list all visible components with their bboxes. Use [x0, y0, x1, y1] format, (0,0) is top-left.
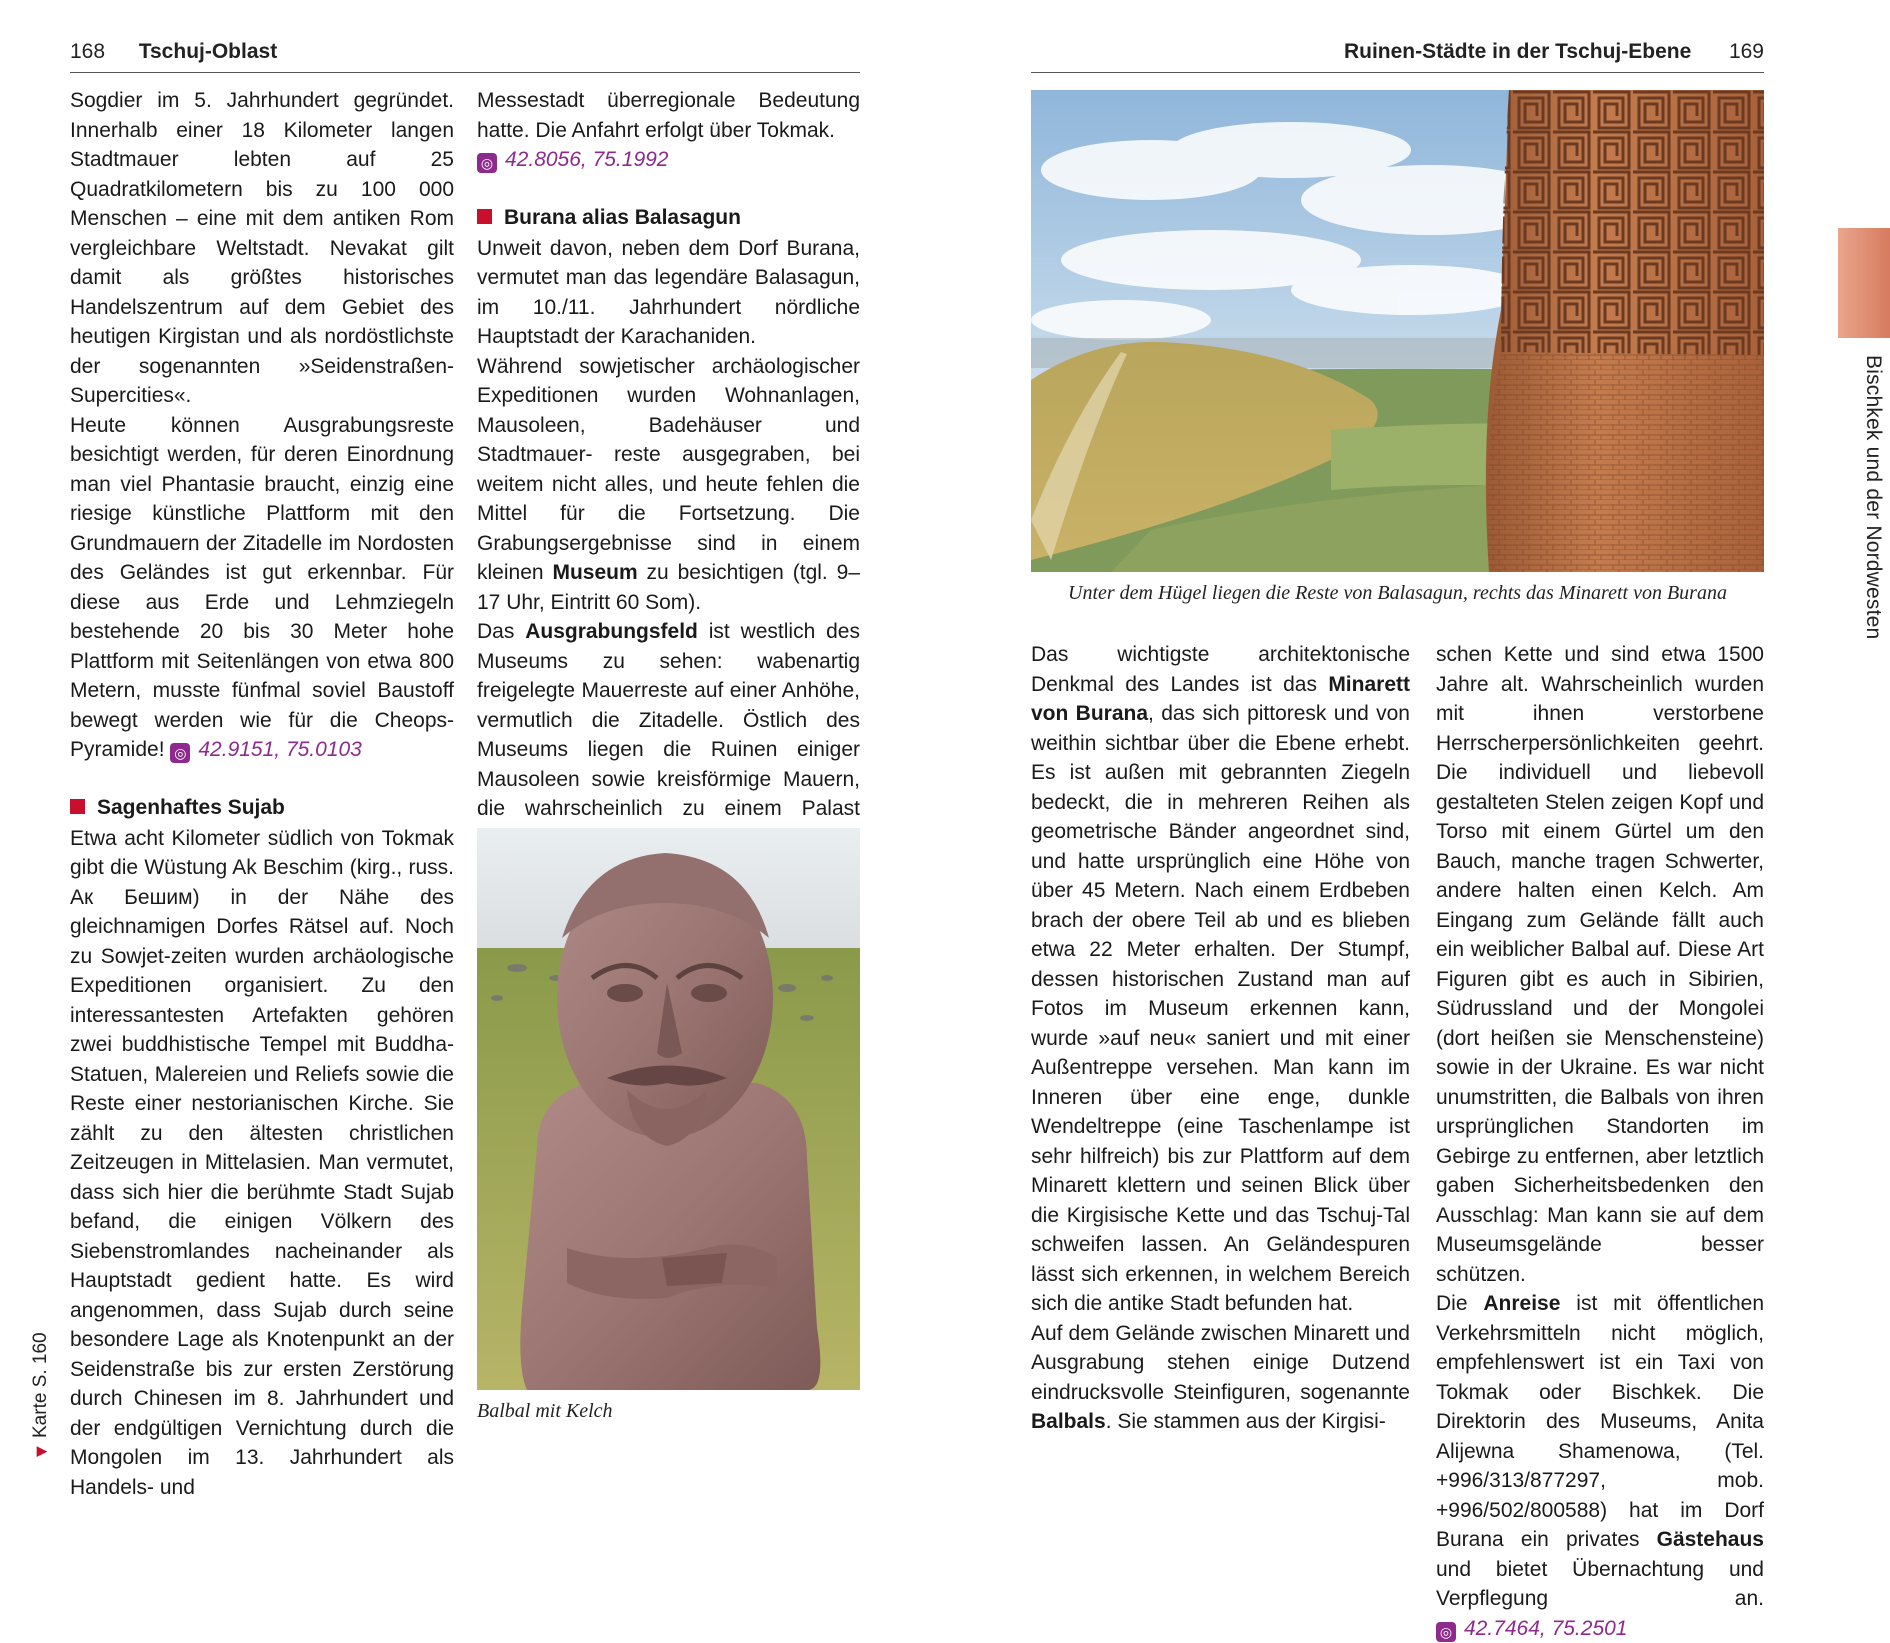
paragraph: Das Ausgrabungsfeld ist westlich des Museums zu sehen: wabenartig freigelegte Mauerreste auf einer Anhöhe, vermutlich die Zitadelle. Östlich des Museums liegen die Ruinen einiger Mausoleen sowie kreisförmige Mauern, die wahrscheinlich zu einem Palast	[477, 617, 860, 853]
balbal-photo	[477, 828, 860, 1390]
paragraph: Das wichtigste architektonische Denkmal des Landes ist das Minarett von Burana, das sich pittoresk und von weithin sichtbar über die Ebene erhebt. Es ist außen mit gebrannten Ziegeln bedeckt, die in mehreren Reihen als geometrische Bänder angeordnet sind, und hatte ursprünglich eine Höhe von über 45 Metern. Nach einem Erdbeben brach der obere Teil ab und es blieben etwa 22 Meter erhalten. Der Stumpf, dessen historischen Zustand man auf Fotos im Museum erkennen kann, wurde »auf neu« saniert und mit einer Außentreppe versehen. Man kann im Inneren über eine enge, dunkle Wendeltreppe (eine Taschenlampe ist sehr hilfreich) bis zur Plattform auf dem Minarett klettern und seinen Blick über die Kirgisische Kette und das Tschuj-Tal schweifen lassen. An Geländespuren lässt sich erkennen, in welchem Bereich sich die antike Stadt befunden hat.	[1031, 640, 1410, 1319]
photo-caption: Unter dem Hügel liegen die Reste von Balasagun, rechts das Minarett von Burana	[1031, 582, 1764, 605]
balbal-statue-image	[477, 828, 860, 1390]
left-running-head	[70, 40, 277, 64]
left-header-rule	[70, 72, 860, 73]
paragraph: schen Kette und sind etwa 1500 Jahre alt. Wahrscheinlich wurden mit ihnen verstorbene Herrscherpersönlichkeiten geehrt. Die individuell und liebevoll gestalteten Stelen zeigen Kopf und Torso mit einem Gürtel um den Bauch, manche tragen Schwerter, andere halten einen Kelch. Am Eingang zum Gelände fällt auch ein weiblicher Balbal auf. Diese Art Figuren gibt es auch in Sibirien, Südrussland und der Mongolei (dort heißen sie Menschensteine) sowie in der Ukraine. Es war nicht unumstritten, die Balbals von ihren ursprünglichen Standorten im Gebirge zu entfernen, aber letztlich gaben Sicherheitsbedenken den Ausschlag: Man kann sie auf dem Museumsgelände besser schützen.	[1436, 640, 1764, 1289]
right-column-2	[1436, 640, 1764, 1643]
paragraph: Sogdier im 5. Jahrhundert gegründet. Innerhalb einer 18 Kilometer langen Stadtmauer lebten auf 25 Quadratkilometern bis zu 100 000 Menschen – eine mit dem antiken Rom vergleichbare Weltstadt. Nevakat gilt damit als größtes historisches Handelszentrum auf dem Gebiet des heutigen Kirgistan und als nordöstlichste der sogenannten »Seidenstraßen-Supercities«.	[70, 86, 454, 411]
burana-landscape-image	[1031, 90, 1764, 572]
gps-pin-icon: ◎	[1436, 1622, 1456, 1642]
section-heading: Sagenhaftes Sujab	[70, 793, 454, 822]
gps-coordinate[interactable]: ◎ 42.7464, 75.2501	[1436, 1614, 1628, 1643]
chapter-tab	[1838, 228, 1890, 338]
gps-coordinate[interactable]: ◎ 42.9151, 75.0103	[170, 735, 362, 765]
paragraph: Heute können Ausgrabungsreste besichtigt werden, für deren Einordnung man viel Phantasie braucht, einzig eine riesige künstliche Plattform mit den Grundmauern der Zitadelle im Nordosten des Geländes ist gut erkennbar. Für diese aus Erde und Lehmziegeln bestehende 20 bis 30 Meter hohe Plattform mit Seitenlängen von etwa 800 Metern, musste fünfmal soviel Baustoff bewegt werden wie für die Cheops-Pyramide! ◎ 42.9151, 75.0103	[70, 411, 454, 765]
paragraph: Etwa acht Kilometer südlich von Tokmak gibt die Wüstung Ak Beschim (kirg., russ. Ак Бешим) in der Nähe des gleichnamigen Dorfes Rätsel auf. Noch zu Sowjet-zeiten wurden archäologische Expeditionen organisiert. Zu den interessantesten Artefakten gehören zwei buddhistische Tempel mit Buddha-Statuen, Malereien und Reliefs sowie die Reste einer nestorianischen Kirche. Sie zählt zu den ältesten christlichen Zeitzeugen in Mittelasien. Man vermutet, dass sich hier die berühmte Stadt Sujab befand, die einigen Völkern des Siebenstromlandes nacheinander als Hauptstadt gedient hatte. Es wird angenommen, dass Sujab durch seine besondere Lage als Knotenpunkt an der Seidenstraße bis zur ersten Zerstörung durch Chinesen im 8. Jahrhundert und der endgültigen Vernichtung durch die Mongolen im 13. Jahrhundert als Handels- und	[70, 824, 454, 1503]
right-running-head	[1344, 40, 1764, 64]
gps-pin-icon: ◎	[477, 153, 497, 173]
right-header-rule	[1031, 72, 1764, 73]
left-column-2	[477, 86, 860, 853]
triangle-marker-icon: ◀	[33, 1444, 49, 1460]
gps-coordinate[interactable]: ◎ 42.8056, 75.1992	[477, 145, 669, 175]
right-running-title: Ruinen-Städte in der Tschuj-Ebene	[1344, 40, 1691, 63]
left-page-number: 168	[70, 40, 105, 63]
left-running-title: Tschuj-Oblast	[139, 40, 277, 63]
minaret-landscape-photo	[1031, 90, 1764, 572]
right-page-number: 169	[1729, 40, 1764, 63]
chapter-side-label: Bischkek und der Nordwesten	[1845, 355, 1885, 655]
left-column-1	[70, 86, 454, 1502]
red-square-icon	[70, 799, 85, 814]
right-page	[945, 0, 1890, 1496]
map-reference[interactable]: ◀ Karte S. 160	[26, 1290, 56, 1460]
gps-pin-icon: ◎	[170, 743, 190, 763]
red-square-icon	[477, 209, 492, 224]
paragraph: Unweit davon, neben dem Dorf Burana, vermutet man das legendäre Balasagun, im 10./11. Jahrhundert nördliche Hauptstadt der Karachaniden.	[477, 234, 860, 352]
paragraph: Die Anreise ist mit öffentlichen Verkehrsmitteln nicht möglich, empfehlenswert ist ein Taxi von Tokmak oder Bischkek. Die Direktorin des Museums, Anita Alijewna Shamenowa, (Tel. +996/313/877297, mob. +996/502/800588) hat im Dorf Burana ein privates Gästehaus und bietet Übernachtung und Verpflegung an. ◎ 42.7464, 75.2501	[1436, 1289, 1764, 1643]
section-heading: Burana alias Balasagun	[477, 203, 860, 232]
paragraph: Messestadt überregionale Bedeutung hatte. Die Anfahrt erfolgt über Tokmak. ◎ 42.8056, 75.1992	[477, 86, 860, 175]
right-column-1	[1031, 640, 1410, 1437]
paragraph: Während sowjetischer archäologischer Expeditionen wurden Wohnanlagen, Mausoleen, Badehäuser und Stadtmauer- reste ausgegraben, bei weitem nicht alles, und heute fehlen die Mittel für die Fortsetzung. Die Grabungsergebnisse sind in einem kleinen Museum zu besichtigen (tgl. 9–17 Uhr, Eintritt 60 Som).	[477, 352, 860, 618]
photo-caption: Balbal mit Kelch	[477, 1400, 613, 1423]
left-page	[0, 0, 945, 1496]
paragraph: Auf dem Gelände zwischen Minarett und Ausgrabung stehen einige Dutzend eindrucksvolle Steinfiguren, sogenannte Balbals. Sie stammen aus der Kirgisi-	[1031, 1319, 1410, 1437]
